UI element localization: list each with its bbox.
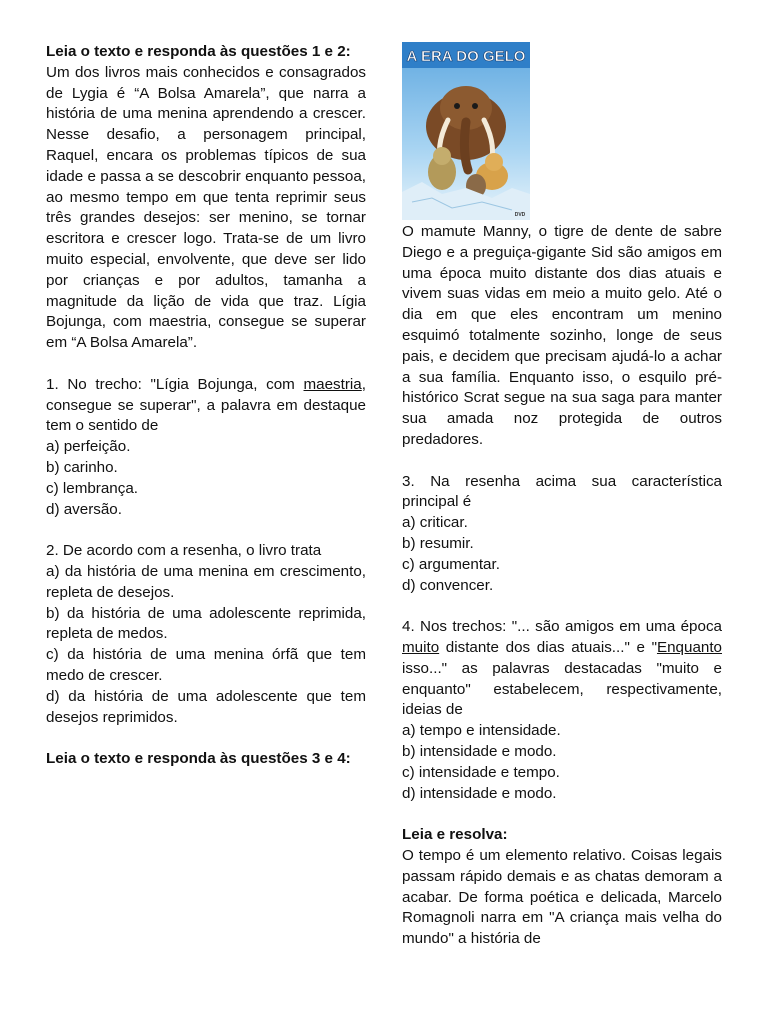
question-3-option-a: a) criticar. <box>402 514 468 532</box>
passage-tempo-relativo: O tempo é um elemento relativo. Coisas legais passam rápido demais e as chatas demoram a acabar. De forma poética e delicada, Marcelo Romagnoli narra em "A criança mais velha do mundo" a história de <box>402 846 722 948</box>
question-2-option-b: b) da história de uma adolescente reprimida, repleta de medos. <box>46 604 366 643</box>
heading-questions-3-4: Leia o texto e responda às questões 3 e 4: <box>46 750 351 768</box>
right-column <box>402 42 722 950</box>
question-4-text-3: isso..." as palavras destacadas "muito e enquanto" estabelecem, respectivamente, ideias de <box>402 659 722 719</box>
passage-era-do-gelo: O mamute Manny, o tigre de dente de sabre Diego e a preguiça-gigante Sid são amigos em uma época muito distante dos dias atuais e vivem suas vidas em meio a muito gelo. Até o dia em que eles encontram um menino esquimó totalmente sozinho, longe de seus pais, e decidem que precisam ajudá-lo a achar a sua família. Enquanto isso, o esquilo pré-histórico Scrat segue na sua saga para manter sua amada noz protegida de outros predadores. <box>402 223 722 448</box>
question-2-stem: 2. De acordo com a resenha, o livro trata <box>46 542 322 560</box>
question-4-options <box>402 721 722 804</box>
question-4-option-a: a) tempo e intensidade. <box>402 722 561 740</box>
question-4-text-2: distante dos dias atuais..." e " <box>439 638 657 656</box>
question-1-option-b: b) carinho. <box>46 458 118 476</box>
question-3-option-c: c) argumentar. <box>402 555 500 573</box>
question-2-option-d: d) da história de uma adolescente que tem desejos reprimidos. <box>46 687 366 726</box>
question-4-stem <box>402 617 722 721</box>
question-4-option-d: d) intensidade e modo. <box>402 784 557 802</box>
question-3-options <box>402 513 722 596</box>
question-3-option-b: b) resumir. <box>402 534 474 552</box>
movie-poster-image <box>402 42 530 220</box>
question-2-option-c: c) da história de uma menina órfã que tem medo de crescer. <box>46 646 366 684</box>
question-4-option-c: c) intensidade e tempo. <box>402 763 560 781</box>
question-3-stem: 3. Na resenha acima sua característica principal é <box>402 472 722 511</box>
question-1-option-c: c) lembrança. <box>46 479 139 497</box>
question-1-options <box>46 437 366 520</box>
question-1-option-a: a) perfeição. <box>46 438 131 456</box>
left-column <box>46 42 366 770</box>
question-2-option-a: a) da história de uma menina em crescimento, repleta de desejos. <box>46 562 366 601</box>
passage-bolsa-amarela: Um dos livros mais conhecidos e consagrados de Lygia é “A Bolsa Amarela”, que narra a história de uma menina aprendendo a crescer. Nesse desafio, a personagem principal, Raquel, encara os problemas típicos de sua idade e passa a se descobrir enquanto pessoa, ao mesmo tempo em que tenta reprimir seus três grandes desejos: ser menino, se tornar escritora e crescer logo. Trata-se de um livro muito especial, envolvente, que deve ser lido por crianças e por adultos, tamanha a magnitude da lição de vida que traz. Lígia Bojunga, com maestria, consegue se superar em “A Bolsa Amarela”. <box>46 63 366 352</box>
poster-title: A ERA DO GELO <box>406 48 526 65</box>
question-4-option-b: b) intensidade e modo. <box>402 742 557 760</box>
question-4-text-1: 4. Nos trechos: "... são amigos em uma época <box>402 618 722 636</box>
question-4-highlight-enquanto: Enquanto <box>656 638 722 656</box>
heading-questions-1-2: Leia o texto e responda às questões 1 e 2: <box>46 43 351 60</box>
heading-leia-e-resolva: Leia e resolva: <box>402 826 508 844</box>
question-1-text-after: , consegue se superar", a palavra em destaque tem o sentido de <box>46 375 366 435</box>
question-1-text-before: 1. No trecho: "Lígia Bojunga, com <box>46 375 304 393</box>
question-1-highlight-word: maestria <box>303 375 362 393</box>
question-1-stem <box>46 375 366 437</box>
question-1-option-d: d) aversão. <box>46 500 122 518</box>
question-3-option-d: d) convencer. <box>402 576 494 594</box>
question-4-highlight-muito: muito <box>402 638 440 656</box>
poster-dvd-label: DVD <box>514 212 526 218</box>
